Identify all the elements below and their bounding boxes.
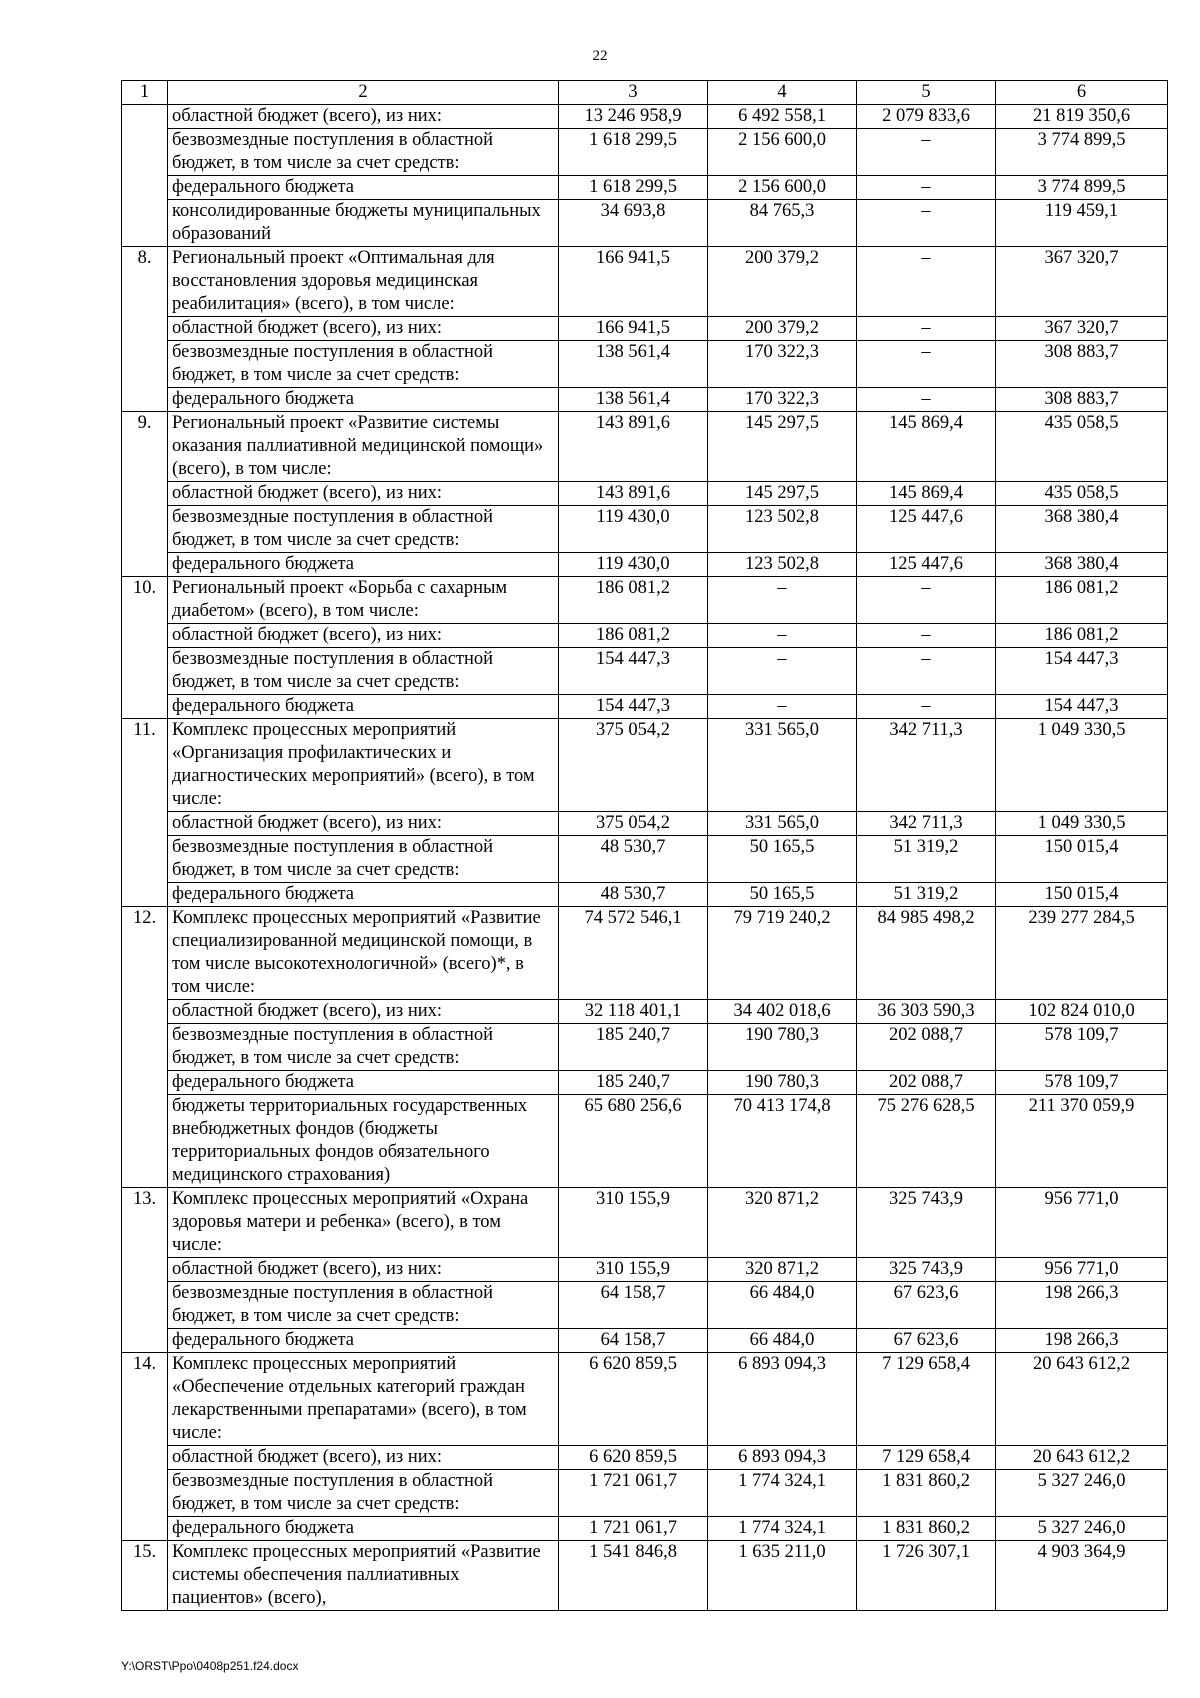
row-label-cell: федерального бюджета: [168, 1329, 559, 1353]
row-label-cell: областной бюджет (всего), из них:: [168, 105, 559, 129]
value-cell-col-6: 308 883,7: [996, 388, 1168, 412]
value-cell-col-4: 145 297,5: [708, 482, 857, 506]
value-cell-col-5: –: [857, 388, 996, 412]
table-row: [122, 577, 1168, 624]
value-cell-col-5: 1 726 307,1: [857, 1541, 996, 1611]
value-cell-col-6: 4 903 364,9: [996, 1541, 1168, 1611]
row-number-cell: 15.: [122, 1541, 168, 1611]
row-label-cell: областной бюджет (всего), из них:: [168, 1258, 559, 1282]
row-label-cell: безвозмездные поступления в областной бюджет, в том числе за счет средств:: [168, 129, 559, 176]
row-label-cell: безвозмездные поступления в областной бюджет, в том числе за счет средств:: [168, 341, 559, 388]
row-label-cell: консолидированные бюджеты муниципальных образований: [168, 200, 559, 247]
table-row: [122, 506, 1168, 553]
value-cell-col-6: 5 327 246,0: [996, 1517, 1168, 1541]
row-label-cell: Региональный проект «Оптимальная для восстановления здоровья медицинская реабилитация» (всего), в том числе:: [168, 247, 559, 317]
value-cell-col-3: 1 618 299,5: [559, 176, 708, 200]
column-number-2: 2: [168, 81, 559, 105]
table-row: [122, 482, 1168, 506]
budget-table: [121, 80, 1168, 1611]
value-cell-col-5: –: [857, 695, 996, 719]
table-row: [122, 317, 1168, 341]
value-cell-col-3: 74 572 546,1: [559, 907, 708, 1000]
value-cell-col-5: 1 831 860,2: [857, 1517, 996, 1541]
row-label-cell: федерального бюджета: [168, 388, 559, 412]
row-label-cell: безвозмездные поступления в областной бюджет, в том числе за счет средств:: [168, 1470, 559, 1517]
value-cell-col-4: 2 156 600,0: [708, 129, 857, 176]
value-cell-col-6: 1 049 330,5: [996, 719, 1168, 812]
value-cell-col-6: 3 774 899,5: [996, 129, 1168, 176]
value-cell-col-5: –: [857, 577, 996, 624]
table-row: [122, 836, 1168, 883]
row-number-cell: 9.: [122, 412, 168, 577]
value-cell-col-4: 190 780,3: [708, 1071, 857, 1095]
value-cell-col-3: 1 618 299,5: [559, 129, 708, 176]
row-label-cell: Комплекс процессных мероприятий «Развитие системы обеспечения паллиативных пациентов» (всего),: [168, 1541, 559, 1611]
value-cell-col-5: 202 088,7: [857, 1024, 996, 1071]
value-cell-col-6: 186 081,2: [996, 577, 1168, 624]
table-row: [122, 1353, 1168, 1446]
table-row: [122, 624, 1168, 648]
row-number-cell: 11.: [122, 719, 168, 907]
column-number-5: 5: [857, 81, 996, 105]
table-row: [122, 1000, 1168, 1024]
value-cell-col-5: 342 711,3: [857, 719, 996, 812]
table-row: [122, 1095, 1168, 1188]
row-number-cell: 12.: [122, 907, 168, 1188]
value-cell-col-3: 310 155,9: [559, 1188, 708, 1258]
value-cell-col-3: 1 541 846,8: [559, 1541, 708, 1611]
value-cell-col-6: 239 277 284,5: [996, 907, 1168, 1000]
value-cell-col-4: 123 502,8: [708, 506, 857, 553]
value-cell-col-4: 66 484,0: [708, 1329, 857, 1353]
value-cell-col-5: –: [857, 317, 996, 341]
value-cell-col-6: 956 771,0: [996, 1258, 1168, 1282]
column-number-row: [122, 81, 1168, 105]
row-number-cell: 13.: [122, 1188, 168, 1353]
value-cell-col-4: 190 780,3: [708, 1024, 857, 1071]
value-cell-col-4: 331 565,0: [708, 812, 857, 836]
value-cell-col-5: 125 447,6: [857, 553, 996, 577]
row-label-cell: бюджеты территориальных государственных внебюджетных фондов (бюджеты территориальных фондов обязательного медицинского страхования): [168, 1095, 559, 1188]
value-cell-col-5: –: [857, 247, 996, 317]
value-cell-col-3: 32 118 401,1: [559, 1000, 708, 1024]
value-cell-col-4: 170 322,3: [708, 341, 857, 388]
row-label-cell: федерального бюджета: [168, 1071, 559, 1095]
value-cell-col-6: 367 320,7: [996, 247, 1168, 317]
value-cell-col-6: 211 370 059,9: [996, 1095, 1168, 1188]
table-row: [122, 553, 1168, 577]
value-cell-col-3: 138 561,4: [559, 341, 708, 388]
table-row: [122, 1517, 1168, 1541]
value-cell-col-3: 143 891,6: [559, 482, 708, 506]
page-number: 22: [592, 48, 608, 64]
value-cell-col-6: 20 643 612,2: [996, 1446, 1168, 1470]
row-number-cell: 10.: [122, 577, 168, 719]
value-cell-col-3: 154 447,3: [559, 648, 708, 695]
row-label-cell: областной бюджет (всего), из них:: [168, 317, 559, 341]
row-label-cell: безвозмездные поступления в областной бюджет, в том числе за счет средств:: [168, 506, 559, 553]
value-cell-col-5: –: [857, 129, 996, 176]
value-cell-col-3: 166 941,5: [559, 317, 708, 341]
value-cell-col-4: 320 871,2: [708, 1258, 857, 1282]
row-label-cell: Региональный проект «Борьба с сахарным диабетом» (всего), в том числе:: [168, 577, 559, 624]
value-cell-col-6: 367 320,7: [996, 317, 1168, 341]
value-cell-col-6: 198 266,3: [996, 1282, 1168, 1329]
value-cell-col-6: 308 883,7: [996, 341, 1168, 388]
table-row: [122, 200, 1168, 247]
value-cell-col-3: 119 430,0: [559, 506, 708, 553]
table-row: [122, 247, 1168, 317]
table-row: [122, 1470, 1168, 1517]
value-cell-col-3: 138 561,4: [559, 388, 708, 412]
row-number-cell: 14.: [122, 1353, 168, 1541]
column-number-6: 6: [996, 81, 1168, 105]
value-cell-col-5: –: [857, 200, 996, 247]
table-row: [122, 1329, 1168, 1353]
value-cell-col-4: 2 156 600,0: [708, 176, 857, 200]
column-number-3: 3: [559, 81, 708, 105]
value-cell-col-6: 119 459,1: [996, 200, 1168, 247]
row-label-cell: Региональный проект «Развитие системы оказания паллиативной медицинской помощи» (всего), в том числе:: [168, 412, 559, 482]
value-cell-col-4: 50 165,5: [708, 836, 857, 883]
value-cell-col-6: 578 109,7: [996, 1024, 1168, 1071]
value-cell-col-4: 6 492 558,1: [708, 105, 857, 129]
value-cell-col-5: –: [857, 176, 996, 200]
row-label-cell: федерального бюджета: [168, 553, 559, 577]
value-cell-col-3: 154 447,3: [559, 695, 708, 719]
value-cell-col-3: 375 054,2: [559, 719, 708, 812]
value-cell-col-6: 3 774 899,5: [996, 176, 1168, 200]
value-cell-col-3: 48 530,7: [559, 883, 708, 907]
table-row: [122, 1541, 1168, 1611]
row-label-cell: областной бюджет (всего), из них:: [168, 624, 559, 648]
value-cell-col-6: 150 015,4: [996, 883, 1168, 907]
value-cell-col-4: 66 484,0: [708, 1282, 857, 1329]
value-cell-col-5: 7 129 658,4: [857, 1446, 996, 1470]
value-cell-col-5: 75 276 628,5: [857, 1095, 996, 1188]
value-cell-col-6: 5 327 246,0: [996, 1470, 1168, 1517]
value-cell-col-5: 51 319,2: [857, 883, 996, 907]
value-cell-col-4: 145 297,5: [708, 412, 857, 482]
value-cell-col-5: 36 303 590,3: [857, 1000, 996, 1024]
value-cell-col-4: 200 379,2: [708, 247, 857, 317]
column-number-4: 4: [708, 81, 857, 105]
table-row: [122, 695, 1168, 719]
value-cell-col-4: –: [708, 624, 857, 648]
value-cell-col-5: 67 623,6: [857, 1282, 996, 1329]
value-cell-col-4: 34 402 018,6: [708, 1000, 857, 1024]
value-cell-col-3: 143 891,6: [559, 412, 708, 482]
value-cell-col-4: 1 635 211,0: [708, 1541, 857, 1611]
row-label-cell: федерального бюджета: [168, 695, 559, 719]
value-cell-col-4: 320 871,2: [708, 1188, 857, 1258]
value-cell-col-5: 342 711,3: [857, 812, 996, 836]
table-row: [122, 719, 1168, 812]
row-label-cell: Комплекс процессных мероприятий «Организация профилактических и диагностических мероприятий» (всего), в том числе:: [168, 719, 559, 812]
value-cell-col-3: 185 240,7: [559, 1071, 708, 1095]
value-cell-col-3: 186 081,2: [559, 577, 708, 624]
row-label-cell: Комплекс процессных мероприятий «Охрана здоровья матери и ребенка» (всего), в том числе:: [168, 1188, 559, 1258]
footer-file-path: Y:\ORST\Ppo\0408p251.f24.docx: [121, 1659, 299, 1673]
value-cell-col-5: 51 319,2: [857, 836, 996, 883]
value-cell-col-4: 1 774 324,1: [708, 1517, 857, 1541]
value-cell-col-3: 119 430,0: [559, 553, 708, 577]
value-cell-col-4: 79 719 240,2: [708, 907, 857, 1000]
row-label-cell: безвозмездные поступления в областной бюджет, в том числе за счет средств:: [168, 1024, 559, 1071]
table-row: [122, 907, 1168, 1000]
value-cell-col-5: 145 869,4: [857, 482, 996, 506]
row-label-cell: областной бюджет (всего), из них:: [168, 1000, 559, 1024]
value-cell-col-5: 202 088,7: [857, 1071, 996, 1095]
value-cell-col-6: 578 109,7: [996, 1071, 1168, 1095]
value-cell-col-4: 6 893 094,3: [708, 1446, 857, 1470]
table-row: [122, 1282, 1168, 1329]
value-cell-col-4: 70 413 174,8: [708, 1095, 857, 1188]
table-row: [122, 388, 1168, 412]
value-cell-col-4: –: [708, 648, 857, 695]
value-cell-col-5: –: [857, 648, 996, 695]
value-cell-col-4: 170 322,3: [708, 388, 857, 412]
value-cell-col-6: 186 081,2: [996, 624, 1168, 648]
value-cell-col-6: 20 643 612,2: [996, 1353, 1168, 1446]
value-cell-col-4: 200 379,2: [708, 317, 857, 341]
table-row: [122, 129, 1168, 176]
row-label-cell: безвозмездные поступления в областной бюджет, в том числе за счет средств:: [168, 1282, 559, 1329]
value-cell-col-3: 65 680 256,6: [559, 1095, 708, 1188]
value-cell-col-4: 1 774 324,1: [708, 1470, 857, 1517]
value-cell-col-6: 435 058,5: [996, 482, 1168, 506]
row-label-cell: федерального бюджета: [168, 883, 559, 907]
value-cell-col-6: 368 380,4: [996, 506, 1168, 553]
row-label-cell: безвозмездные поступления в областной бюджет, в том числе за счет средств:: [168, 648, 559, 695]
row-label-cell: областной бюджет (всего), из них:: [168, 812, 559, 836]
table-body: [122, 105, 1168, 1611]
value-cell-col-4: –: [708, 695, 857, 719]
value-cell-col-3: 375 054,2: [559, 812, 708, 836]
value-cell-col-6: 102 824 010,0: [996, 1000, 1168, 1024]
row-label-cell: областной бюджет (всего), из них:: [168, 482, 559, 506]
row-label-cell: федерального бюджета: [168, 1517, 559, 1541]
table-row: [122, 105, 1168, 129]
value-cell-col-4: 331 565,0: [708, 719, 857, 812]
row-label-cell: федерального бюджета: [168, 176, 559, 200]
table-row: [122, 1024, 1168, 1071]
value-cell-col-4: 6 893 094,3: [708, 1353, 857, 1446]
value-cell-col-3: 1 721 061,7: [559, 1470, 708, 1517]
value-cell-col-3: 6 620 859,5: [559, 1446, 708, 1470]
row-number-cell: [122, 105, 168, 247]
value-cell-col-6: 21 819 350,6: [996, 105, 1168, 129]
value-cell-col-5: 84 985 498,2: [857, 907, 996, 1000]
value-cell-col-5: 325 743,9: [857, 1258, 996, 1282]
column-number-1: 1: [122, 81, 168, 105]
value-cell-col-5: 145 869,4: [857, 412, 996, 482]
value-cell-col-3: 185 240,7: [559, 1024, 708, 1071]
table-row: [122, 1188, 1168, 1258]
row-label-cell: Комплекс процессных мероприятий «Обеспечение отдельных категорий граждан лекарственными препаратами» (всего), в том числе:: [168, 1353, 559, 1446]
value-cell-col-6: 435 058,5: [996, 412, 1168, 482]
value-cell-col-3: 64 158,7: [559, 1282, 708, 1329]
table-row: [122, 883, 1168, 907]
row-label-cell: Комплекс процессных мероприятий «Развитие специализированной медицинской помощи, в том числе высокотехнологичной» (всего)*, в том числе:: [168, 907, 559, 1000]
row-label-cell: безвозмездные поступления в областной бюджет, в том числе за счет средств:: [168, 836, 559, 883]
value-cell-col-5: –: [857, 624, 996, 648]
value-cell-col-3: 6 620 859,5: [559, 1353, 708, 1446]
value-cell-col-3: 64 158,7: [559, 1329, 708, 1353]
value-cell-col-4: 50 165,5: [708, 883, 857, 907]
row-number-cell: 8.: [122, 247, 168, 412]
value-cell-col-3: 186 081,2: [559, 624, 708, 648]
value-cell-col-5: 2 079 833,6: [857, 105, 996, 129]
value-cell-col-3: 34 693,8: [559, 200, 708, 247]
value-cell-col-5: 67 623,6: [857, 1329, 996, 1353]
value-cell-col-4: 84 765,3: [708, 200, 857, 247]
row-label-cell: областной бюджет (всего), из них:: [168, 1446, 559, 1470]
table-row: [122, 1071, 1168, 1095]
value-cell-col-6: 1 049 330,5: [996, 812, 1168, 836]
table-row: [122, 341, 1168, 388]
value-cell-col-6: 368 380,4: [996, 553, 1168, 577]
value-cell-col-5: 1 831 860,2: [857, 1470, 996, 1517]
value-cell-col-3: 1 721 061,7: [559, 1517, 708, 1541]
table-row: [122, 412, 1168, 482]
value-cell-col-5: 7 129 658,4: [857, 1353, 996, 1446]
value-cell-col-4: –: [708, 577, 857, 624]
table-row: [122, 812, 1168, 836]
value-cell-col-6: 150 015,4: [996, 836, 1168, 883]
value-cell-col-3: 310 155,9: [559, 1258, 708, 1282]
value-cell-col-6: 956 771,0: [996, 1188, 1168, 1258]
value-cell-col-3: 166 941,5: [559, 247, 708, 317]
value-cell-col-3: 13 246 958,9: [559, 105, 708, 129]
value-cell-col-5: –: [857, 341, 996, 388]
value-cell-col-6: 154 447,3: [996, 695, 1168, 719]
table-row: [122, 1258, 1168, 1282]
value-cell-col-3: 48 530,7: [559, 836, 708, 883]
value-cell-col-5: 125 447,6: [857, 506, 996, 553]
table-row: [122, 176, 1168, 200]
value-cell-col-6: 154 447,3: [996, 648, 1168, 695]
table-row: [122, 1446, 1168, 1470]
table-row: [122, 648, 1168, 695]
value-cell-col-4: 123 502,8: [708, 553, 857, 577]
value-cell-col-6: 198 266,3: [996, 1329, 1168, 1353]
value-cell-col-5: 325 743,9: [857, 1188, 996, 1258]
